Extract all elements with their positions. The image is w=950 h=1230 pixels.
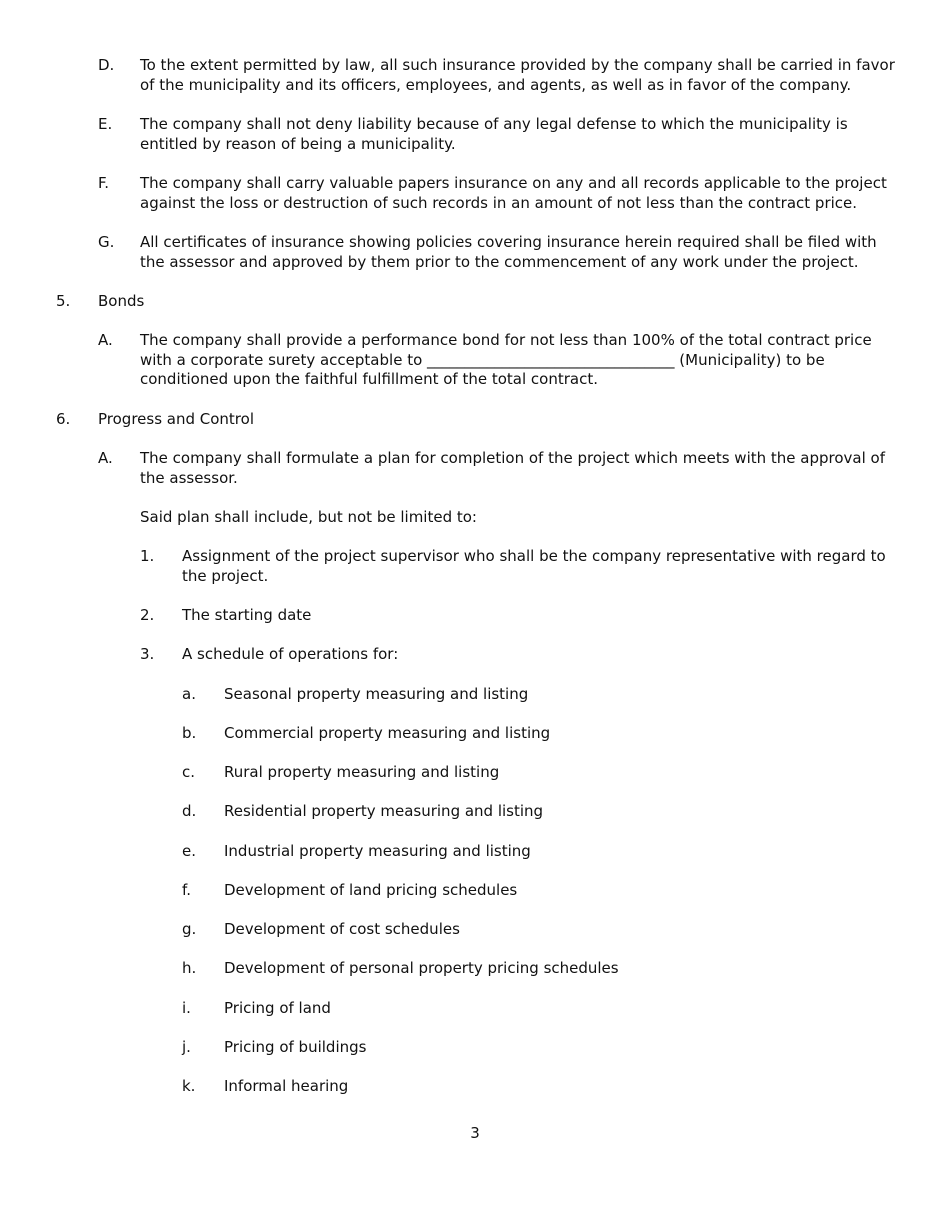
item-label: j. xyxy=(182,1038,191,1056)
item-label: G. xyxy=(98,233,115,251)
item-label: h. xyxy=(182,959,197,977)
item-label: 2. xyxy=(140,606,155,624)
item-text: Assignment of the project supervisor who shall be the company representative with regard to the project. xyxy=(182,547,886,585)
item-text: The company shall carry valuable papers insurance on any and all records applicable to the project against the loss or destruction of such records in an amount of not less than the contract price. xyxy=(140,174,887,212)
section-title: Bonds xyxy=(98,292,145,310)
item-label: F. xyxy=(98,174,109,192)
item-text: Rural property measuring and listing xyxy=(224,763,500,781)
item-text: Seasonal property measuring and listing xyxy=(224,685,529,703)
item-text: The company shall not deny liability because of any legal defense to which the municipality is entitled by reason of being a municipality. xyxy=(140,115,848,153)
item-label: k. xyxy=(182,1077,196,1095)
item-text: Informal hearing xyxy=(224,1077,349,1095)
item-text: A schedule of operations for: xyxy=(182,645,399,663)
item-label: 1. xyxy=(140,547,155,565)
item-text: Pricing of land xyxy=(224,999,331,1017)
section-number: 5. xyxy=(56,292,71,310)
item-label: A. xyxy=(98,449,113,467)
item-label: g. xyxy=(182,920,197,938)
item-label: e. xyxy=(182,842,196,860)
item-label: i. xyxy=(182,999,191,1017)
section-title: Progress and Control xyxy=(98,410,254,428)
item-label: f. xyxy=(182,881,191,899)
page-number: 3 xyxy=(470,1124,480,1142)
item-text: To the extent permitted by law, all such insurance provided by the company shall be carried in favor of the municipality and its officers, employees, and agents, as well as in favor of the company. xyxy=(140,56,895,94)
item-label: b. xyxy=(182,724,197,742)
item-label: A. xyxy=(98,331,113,349)
item-label: 3. xyxy=(140,645,155,663)
section-number: 6. xyxy=(56,410,71,428)
item-text: Residential property measuring and listing xyxy=(224,802,544,820)
plan-intro-text: Said plan shall include, but not be limited to: xyxy=(140,508,477,526)
item-label: c. xyxy=(182,763,196,781)
item-text: The company shall provide a performance bond for not less than 100% of the total contract price with a corporate surety acceptable to _________________________________ (Municipality) to be conditioned upon the faithful fulfillment of the total contract. xyxy=(140,331,872,389)
item-text: The company shall formulate a plan for completion of the project which meets with the approval of the assessor. xyxy=(140,449,885,487)
item-text: Commercial property measuring and listing xyxy=(224,724,551,742)
item-label: E. xyxy=(98,115,113,133)
item-label: D. xyxy=(98,56,115,74)
item-text: Development of personal property pricing schedules xyxy=(224,959,619,977)
item-text: Development of cost schedules xyxy=(224,920,460,938)
item-text: All certificates of insurance showing policies covering insurance herein required shall be filed with the assessor and approved by them prior to the commencement of any work under the project. xyxy=(140,233,877,271)
item-text: Development of land pricing schedules xyxy=(224,881,518,899)
item-text: Industrial property measuring and listing xyxy=(224,842,531,860)
item-text: The starting date xyxy=(182,606,312,624)
item-label: a. xyxy=(182,685,196,703)
item-text: Pricing of buildings xyxy=(224,1038,367,1056)
item-label: d. xyxy=(182,802,197,820)
